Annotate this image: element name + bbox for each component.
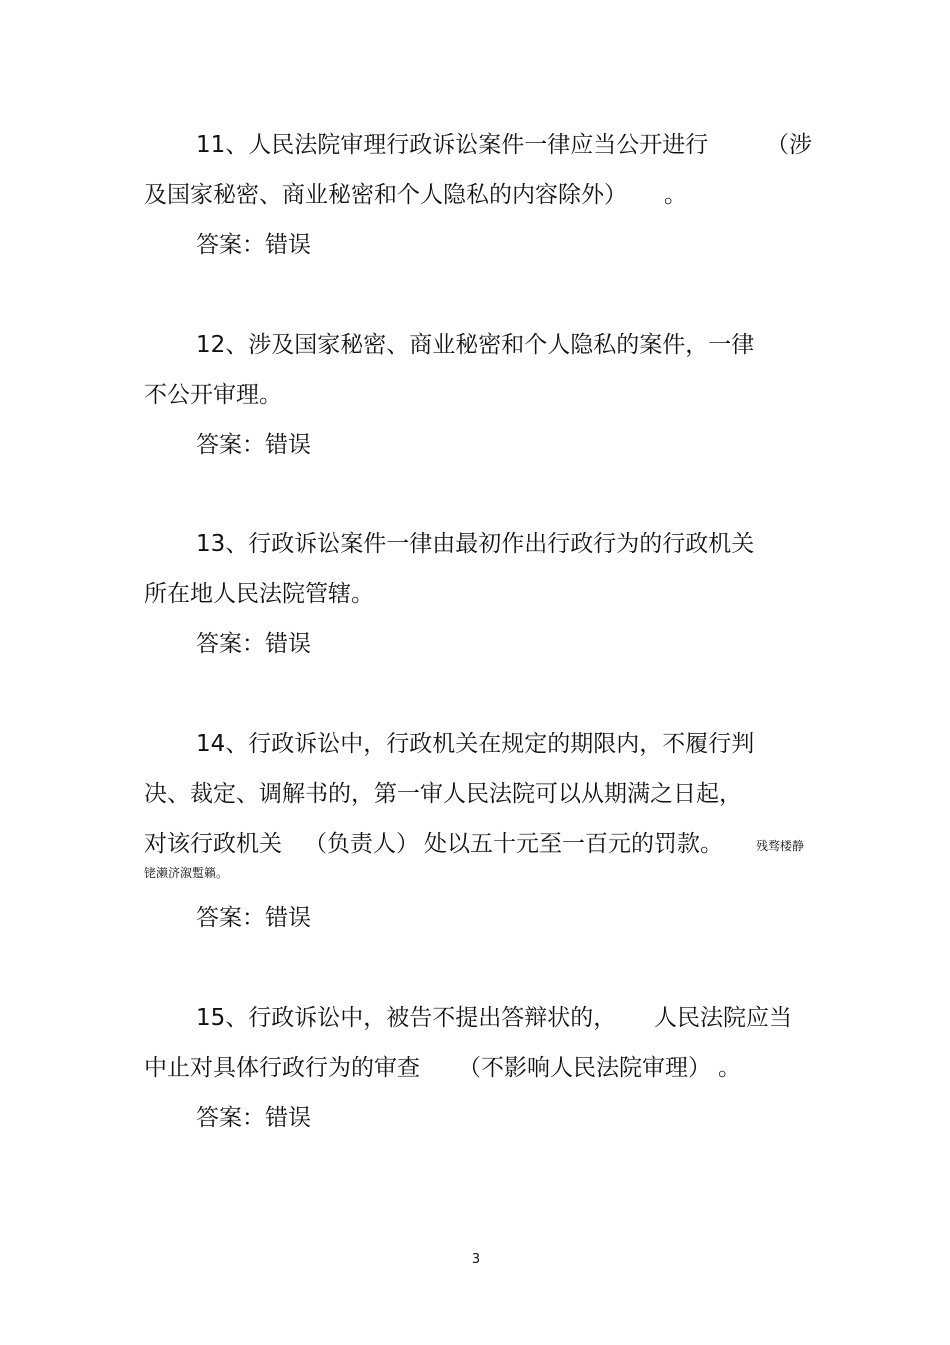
question-11-text: （涉 bbox=[766, 132, 812, 158]
question-14-text: 处以五十元至一百元的罚款。 bbox=[424, 831, 723, 857]
question-15-line-1 bbox=[196, 1004, 806, 1032]
question-12-line-2: 不公开审理。 bbox=[144, 382, 282, 408]
question-14-text: 对该行政机关 bbox=[144, 831, 282, 857]
question-13-line-2: 所在地人民法院管辖。 bbox=[144, 581, 374, 607]
question-11-line-1 bbox=[196, 131, 816, 159]
question-15-text: （不影响人民法院审理） bbox=[458, 1055, 711, 1081]
question-11-text: 11、人民法院审理行政诉讼案件一律应当公开进行 bbox=[196, 132, 709, 158]
question-14-text: （负责人） bbox=[304, 831, 419, 857]
question-15-text: 15、行政诉讼中，被告不提出答辩状的， bbox=[196, 1005, 617, 1031]
question-12-answer: 答案：错误 bbox=[196, 432, 311, 458]
garbled-note-left: 铑濑济溆蹔籟。 bbox=[144, 866, 229, 880]
question-15-text: 中止对具体行政行为的审查 bbox=[144, 1055, 420, 1081]
question-11-answer: 答案：错误 bbox=[196, 232, 311, 258]
question-14-line-2: 决、裁定、调解书的，第一审人民法院可以从期满之日起， bbox=[144, 781, 742, 807]
garbled-note-right: 残骛楼静 bbox=[756, 839, 805, 853]
question-13-answer: 答案：错误 bbox=[196, 631, 311, 657]
question-11-text: 及国家秘密、商业秘密和个人隐私的内容除外） bbox=[144, 182, 627, 208]
page-number: 3 bbox=[471, 1252, 481, 1267]
question-14-line-3 bbox=[144, 830, 724, 858]
question-12-line-1: 12、涉及国家秘密、商业秘密和个人隐私的案件，一律 bbox=[196, 332, 755, 358]
question-14-answer: 答案：错误 bbox=[196, 905, 311, 931]
question-15-text: 人民法院应当 bbox=[654, 1005, 792, 1031]
question-13-line-1: 13、行政诉讼案件一律由最初作出行政行为的行政机关 bbox=[196, 531, 755, 557]
question-15-text: 。 bbox=[718, 1055, 741, 1081]
question-11-line-2 bbox=[144, 181, 704, 209]
question-15-line-2 bbox=[144, 1054, 744, 1082]
question-14-line-1: 14、行政诉讼中，行政机关在规定的期限内，不履行判 bbox=[196, 731, 755, 757]
question-15-answer: 答案：错误 bbox=[196, 1105, 311, 1131]
question-11-text: 。 bbox=[664, 182, 687, 208]
